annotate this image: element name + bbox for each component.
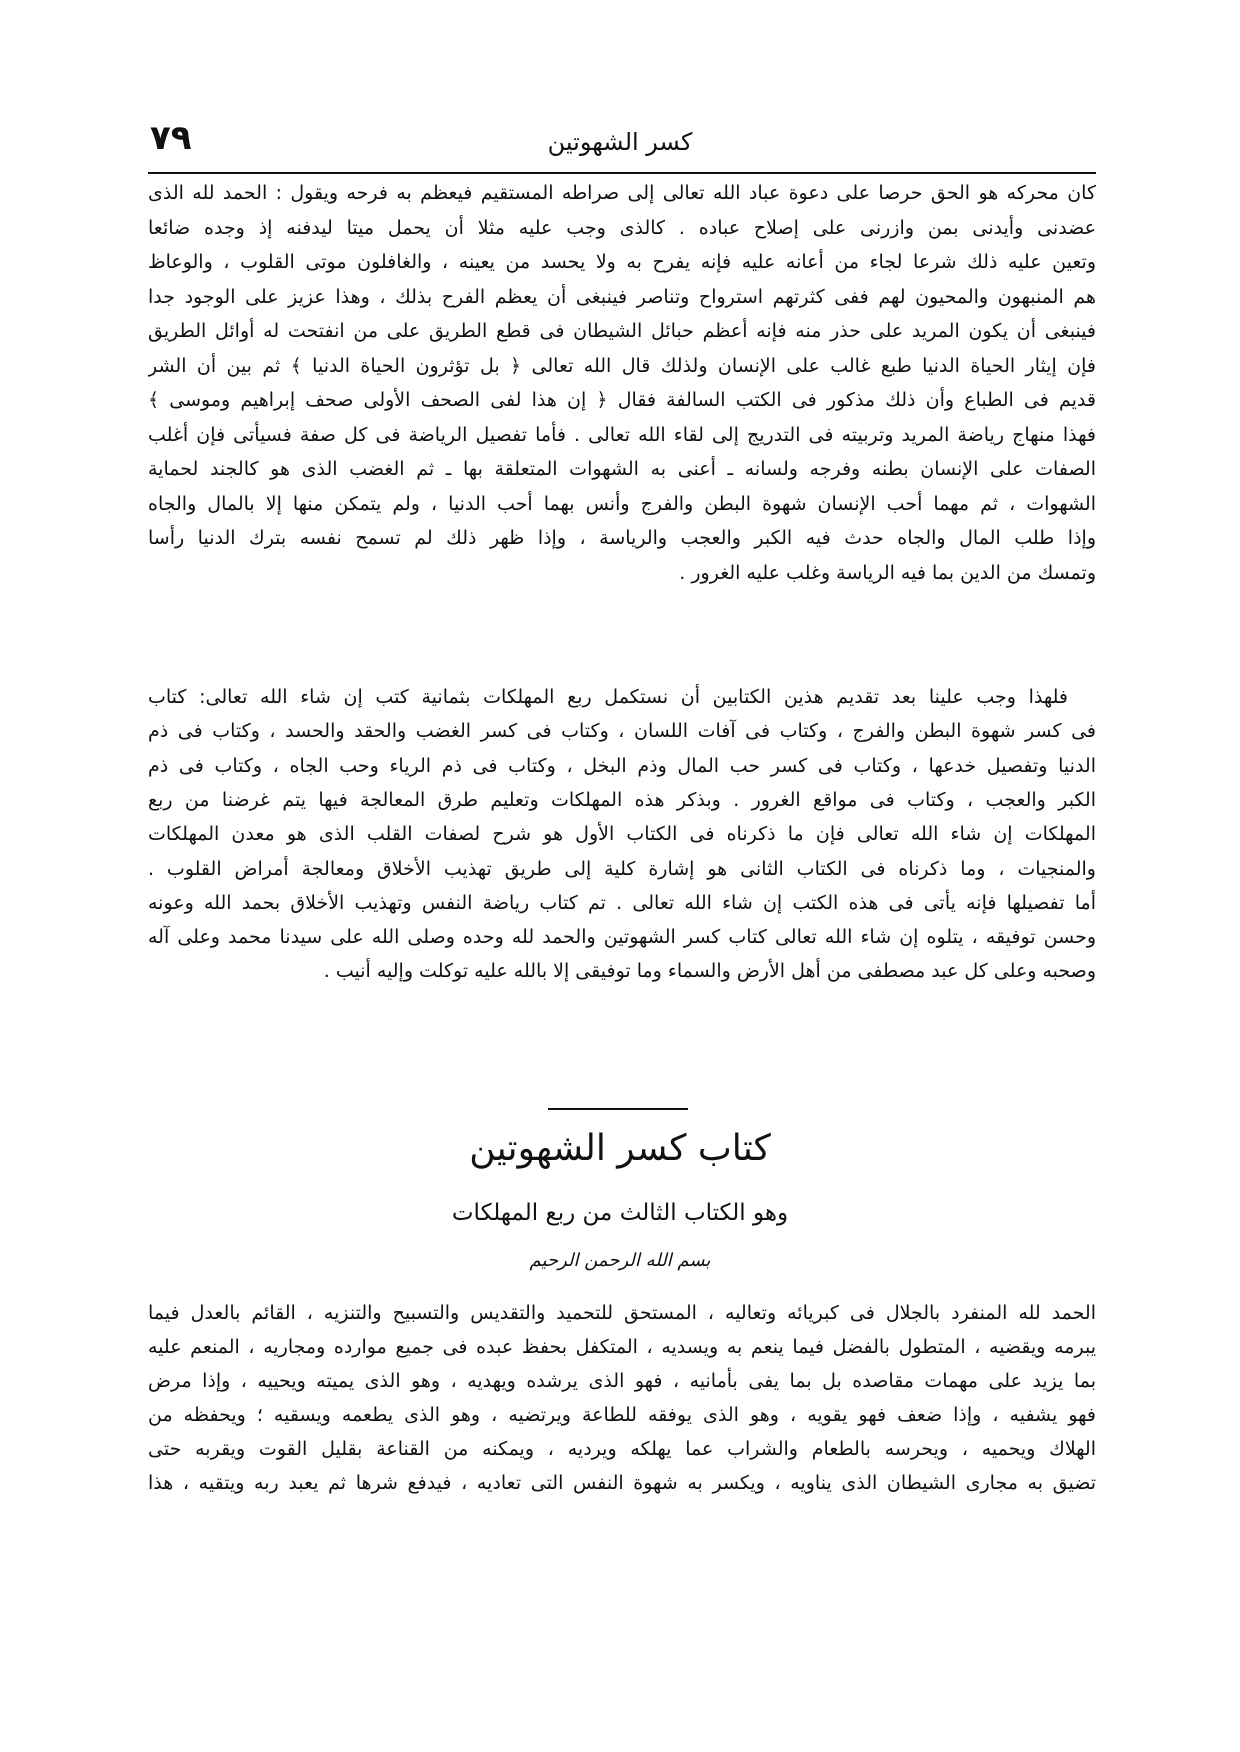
text-line: وصحبه وعلى كل عبد مصطفى من أهل الأرض والسماء وما توفيقى إلا بالله عليه توكلت وإليه أنيب . [323, 960, 1096, 983]
text-line: كان محركه هو الحق حرصا على دعوة عباد الله تعالى إلى صراطه المستقيم فيعظم به فرحه ويقول : الحمد لله الذى [148, 182, 1096, 204]
basmala: بسم الله الرحمن الرحيم [529, 1250, 711, 1271]
section-divider [548, 1108, 688, 1110]
text-line: تضيق به مجارى الشيطان الذى يناويه ، ويكسر به شهوة النفس التى تعاديه ، فيدفع شرها ثم يعبد ربه ويتقيه ، هذا [148, 1472, 1096, 1494]
text-line: وتعين عليه ذلك شرعا لجاء من أعانه عليه فإنه يفرح به ولا يحسد من يعينه ، والغافلون موتى القلوب ، والوعاظ [148, 251, 1096, 273]
page-number: ٧٩ [150, 118, 192, 158]
text-line: الصفات على الإنسان بطنه وفرجه ولسانه ـ أعنى به الشهوات المتعلقة بها ـ ثم الغضب الذى هو كالجند لحماية [148, 458, 1096, 480]
text-line: فينبغى أن يكون المريد على حذر منه فإنه أعظم حبائل الشيطان فى قطع الطريق على من انفتحت له أوائل الطريق [148, 320, 1096, 342]
text-line: الحمد لله المنفرد بالجلال فى كبريائه وتعاليه ، المستحق للتحميد والتقديس والتسبيح والتنزيه ، القائم بالعدل فيما [148, 1302, 1096, 1324]
text-line: بما يزيد على مهمات مقاصده بل بما يفى بأمانيه ، فهو الذى يرشده ويهديه ، وهو الذى يميته ويحييه ، وإذا مرض [148, 1370, 1096, 1392]
text-line: فإن إيثار الحياة الدنيا طبع غالب على الإنسان ولذلك قال الله تعالى ﴿ بل تؤثرون الحياة الدنيا ﴾ ثم بين أن الشر [148, 354, 1096, 377]
text-line: وإذا طلب المال والجاه حدث فيه الكبر والعجب والرياسة ، وإذا ظهر ذلك لم تسمح نفسه بترك الدنيا رأسا [148, 527, 1096, 549]
text-line: فى كسر شهوة البطن والفرج ، وكتاب فى آفات اللسان ، وكتاب فى كسر الغضب والحقد والحسد ، وكتاب فى ذم [148, 720, 1096, 743]
text-line: الهلاك ويحميه ، ويحرسه بالطعام والشراب عما يهلكه ويرديه ، ويمكنه من القناعة بقليل القوت ويقربه حتى [148, 1438, 1096, 1460]
text-line: وتمسك من الدين بما فيه الرياسة وغلب عليه الغرور . [679, 561, 1096, 584]
book-subtitle: وهو الكتاب الثالث من ربع المهلكات [451, 1200, 789, 1226]
text-line: فهو يشفيه ، وإذا ضعف فهو يقويه ، وهو الذى يوفقه للطاعة ويرتضيه ، وهو الذى يطعمه ويسقيه ؛ ويحفظه من [148, 1404, 1096, 1426]
text-line: الكبر والعجب ، وكتاب فى مواقع الغرور . وبذكر هذه المهلكات وتعليم طرق المعالجة فيها يتم غرضنا من ربع [148, 788, 1096, 811]
text-line: والمنجيات ، وما ذكرناه فى الكتاب الثانى هو إشارة كلية إلى طريق تهذيب الأخلاق ومعالجة أمراض القلوب . [148, 857, 1096, 880]
text-line: أما تفصيلها فإنه يأتى فى هذه الكتب إن شاء الله تعالى . تم كتاب رياضة النفس وتهذيب الأخلاق بحمد الله وعونه [148, 891, 1096, 914]
header-rule [148, 172, 1096, 174]
text-line: فلهذا وجب علينا بعد تقديم هذين الكتابين أن نستكمل ربع المهلكات بثمانية كتب إن شاء الله تعالى: كتاب [148, 686, 1068, 708]
text-line: يبرمه ويقضيه ، المتطول بالفضل فيما ينعم به ويسديه ، المتكفل بحفظ عبده فى جميع موارده ومجاريه ، المنعم عليه [148, 1336, 1096, 1358]
text-line: عضدنى وأيدنى بمن وازرنى على إصلاح عباده . كالذى وجب عليه مثلا أن يحمل ميتا ليدفنه إذ وجده ضائعا [148, 216, 1096, 239]
text-line: الدنيا وتفصيل خدعها ، وكتاب فى كسر حب المال وذم البخل ، وكتاب فى ذم الرياء وحب الجاه ، وكتاب فى ذم [148, 754, 1096, 777]
book-title: كتاب كسر الشهوتين [469, 1128, 771, 1169]
text-line: وحسن توفيقه ، يتلوه إن شاء الله تعالى كتاب كسر الشهوتين والحمد لله وحده وصلى الله على سيدنا محمد وعلى آله [148, 926, 1096, 949]
text-line: هم المنبهون والمحيون لهم ففى كثرتهم استرواح وتناصر فينبغى أن يعظم الفرح بذلك ، وهذا عزيز على الوجود جدا [148, 285, 1096, 308]
text-line: المهلكات إن شاء الله تعالى فإن ما ذكرناه فى الكتاب الأول هو شرح لصفات القلب الذى هو معدن المهلكات [148, 823, 1096, 846]
text-line: الشهوات ، ثم مهما أحب الإنسان شهوة البطن والفرج وأنس بهما أحب الدنيا ، ولم يتمكن منها إلا بالمال والجاه [148, 492, 1096, 515]
running-title: كسر الشهوتين [547, 128, 693, 156]
text-line: قديم فى الطباع وأن ذلك مذكور فى الكتب السالفة فقال ﴿ إن هذا لفى الصحف الأولى صحف إبراهيم وموسى ﴾ [148, 389, 1096, 411]
text-line: فهذا منهاج رياضة المريد وتربيته فى التدريج إلى لقاء الله تعالى . فأما تفصيل الرياضة فى كل صفة فسيأتى فإن أغلب [148, 423, 1096, 446]
